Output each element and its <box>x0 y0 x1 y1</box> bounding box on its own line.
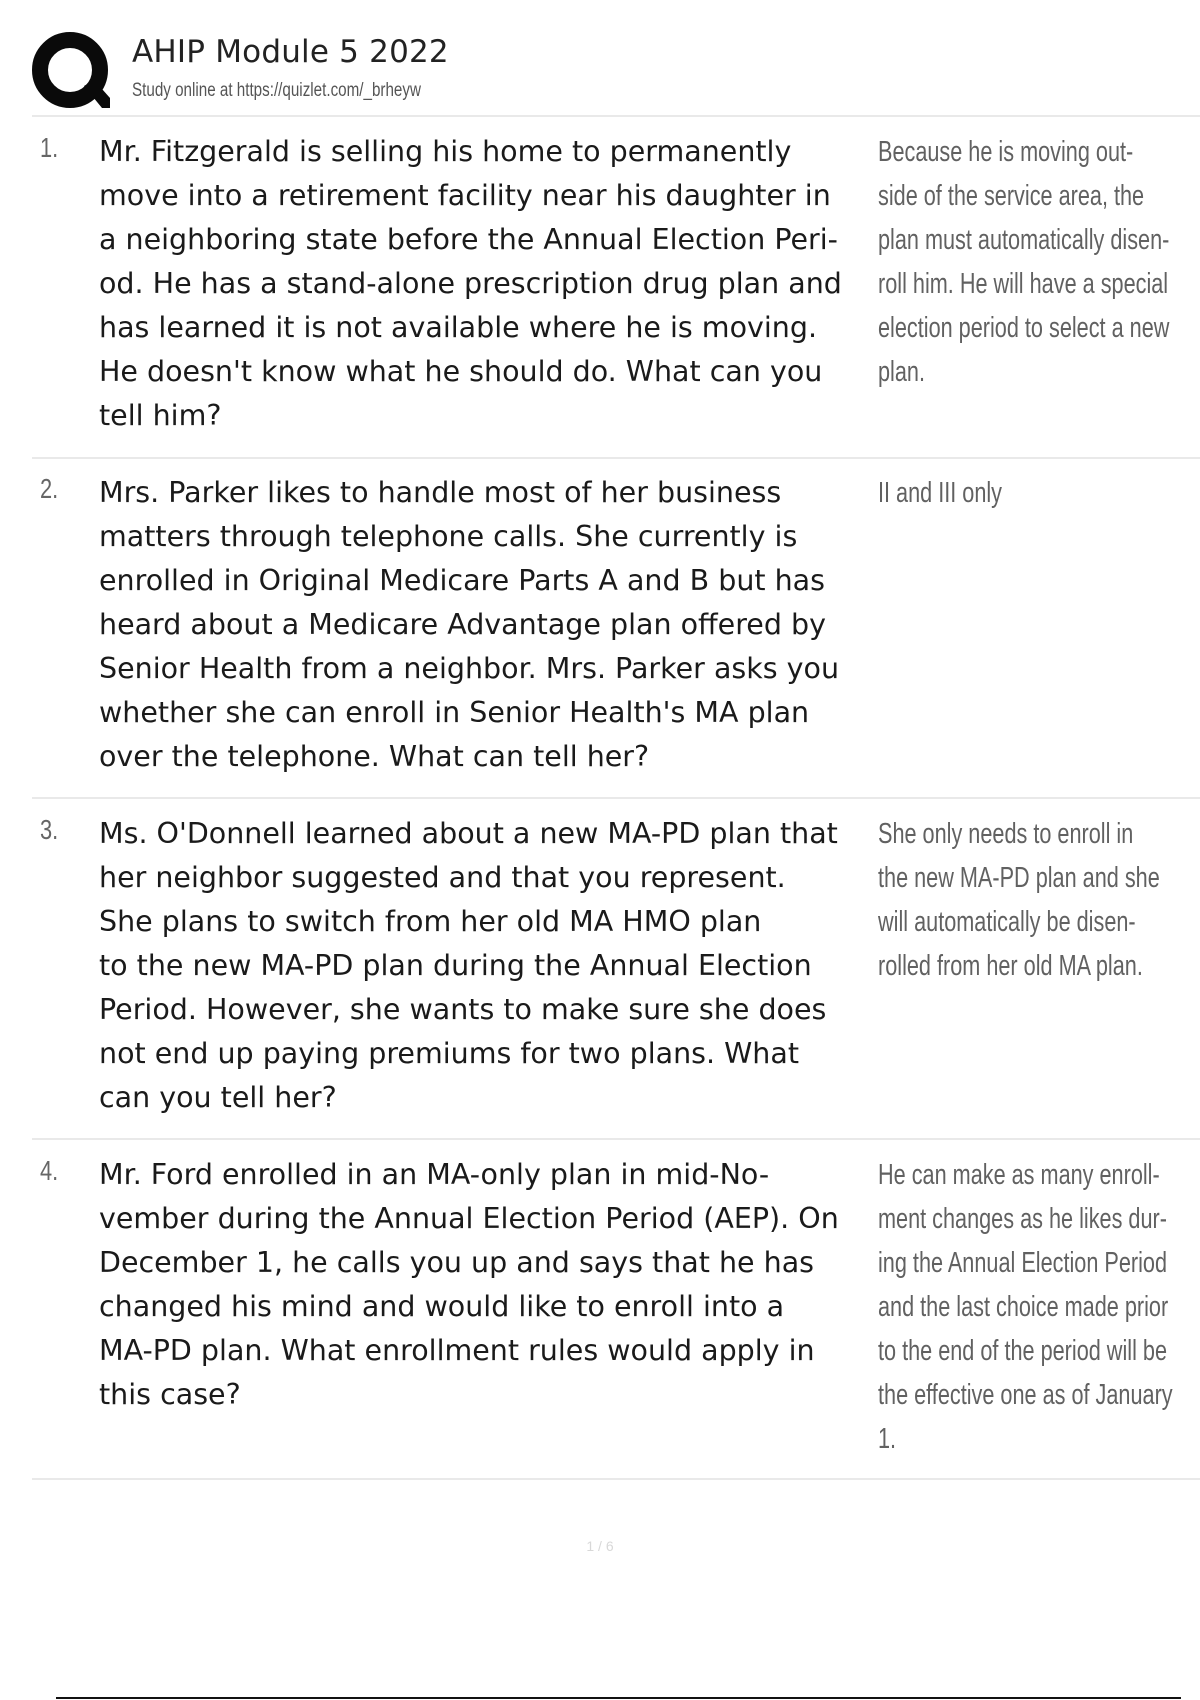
study-online-link[interactable]: Study online at https://quizlet.com/_brheyw <box>132 80 421 101</box>
card-answer: She only needs to enroll in the new MA-PD plan and she will automatically be disen- rolled from her old MA plan. <box>878 818 1160 982</box>
footer-rule <box>56 1697 1181 1699</box>
flashcard-1 <box>32 130 1200 440</box>
flashcard-3 <box>32 812 1200 1122</box>
flashcard-2 <box>32 471 1200 781</box>
flashcard-4 <box>32 1153 1200 1463</box>
card-number: 3. <box>40 814 59 845</box>
card-question: Mr. Ford enrolled in an MA-only plan in mid-No- vember during the Annual Election Period (AEP). On December 1, he calls you up and says that he has changed his mind and would like to enroll into a MA-PD plan. What enrollment rules would apply in this case? <box>99 1158 839 1411</box>
card-answer: He can make as many enroll- ment changes as he likes dur- ing the Annual Election Period and the last choice made prior to the end of the period will be the effective one as of January 1. <box>878 1159 1173 1455</box>
card-answer: II and III only <box>878 477 1003 509</box>
document-header <box>32 30 1200 112</box>
card-question: Mr. Fitzgerald is selling his home to permanently move into a retirement facility near his daughter in a neighboring state before the Annual Election Peri- od. He has a stand-alone prescription drug plan and has learned it is not available where he is moving. He doesn't know what he should do. What can you tell him? <box>99 135 842 432</box>
card-number: 2. <box>40 473 59 504</box>
quizlet-logo-icon <box>32 32 110 110</box>
card-number: 1. <box>40 132 59 163</box>
divider <box>32 797 1200 799</box>
card-number: 4. <box>40 1155 59 1186</box>
card-question: Mrs. Parker likes to handle most of her business matters through telephone calls. She currently is enrolled in Original Medicare Parts A and B but has heard about a Medicare Advantage plan offered by Senior Health from a neighbor. Mrs. Parker asks you whether she can enroll in Senior Health's MA plan over the telephone. What can tell her? <box>99 476 840 773</box>
card-answer: Because he is moving out- side of the service area, the plan must automatically disen- roll him. He will have a special election period to select a new plan. <box>878 136 1170 388</box>
divider <box>32 1138 1200 1140</box>
divider <box>32 1478 1200 1480</box>
card-question: Ms. O'Donnell learned about a new MA-PD plan that her neighbor suggested and that you represent. She plans to switch from her old MA HMO plan to the new MA-PD plan during the Annual Election Period. However, she wants to make sure she does not end up paying premiums for two plans. What can you tell her? <box>99 817 838 1114</box>
divider <box>32 115 1200 117</box>
page-title: AHIP Module 5 2022 <box>132 34 449 70</box>
page-indicator: 1 / 6 <box>586 1538 614 1554</box>
divider <box>32 457 1200 459</box>
